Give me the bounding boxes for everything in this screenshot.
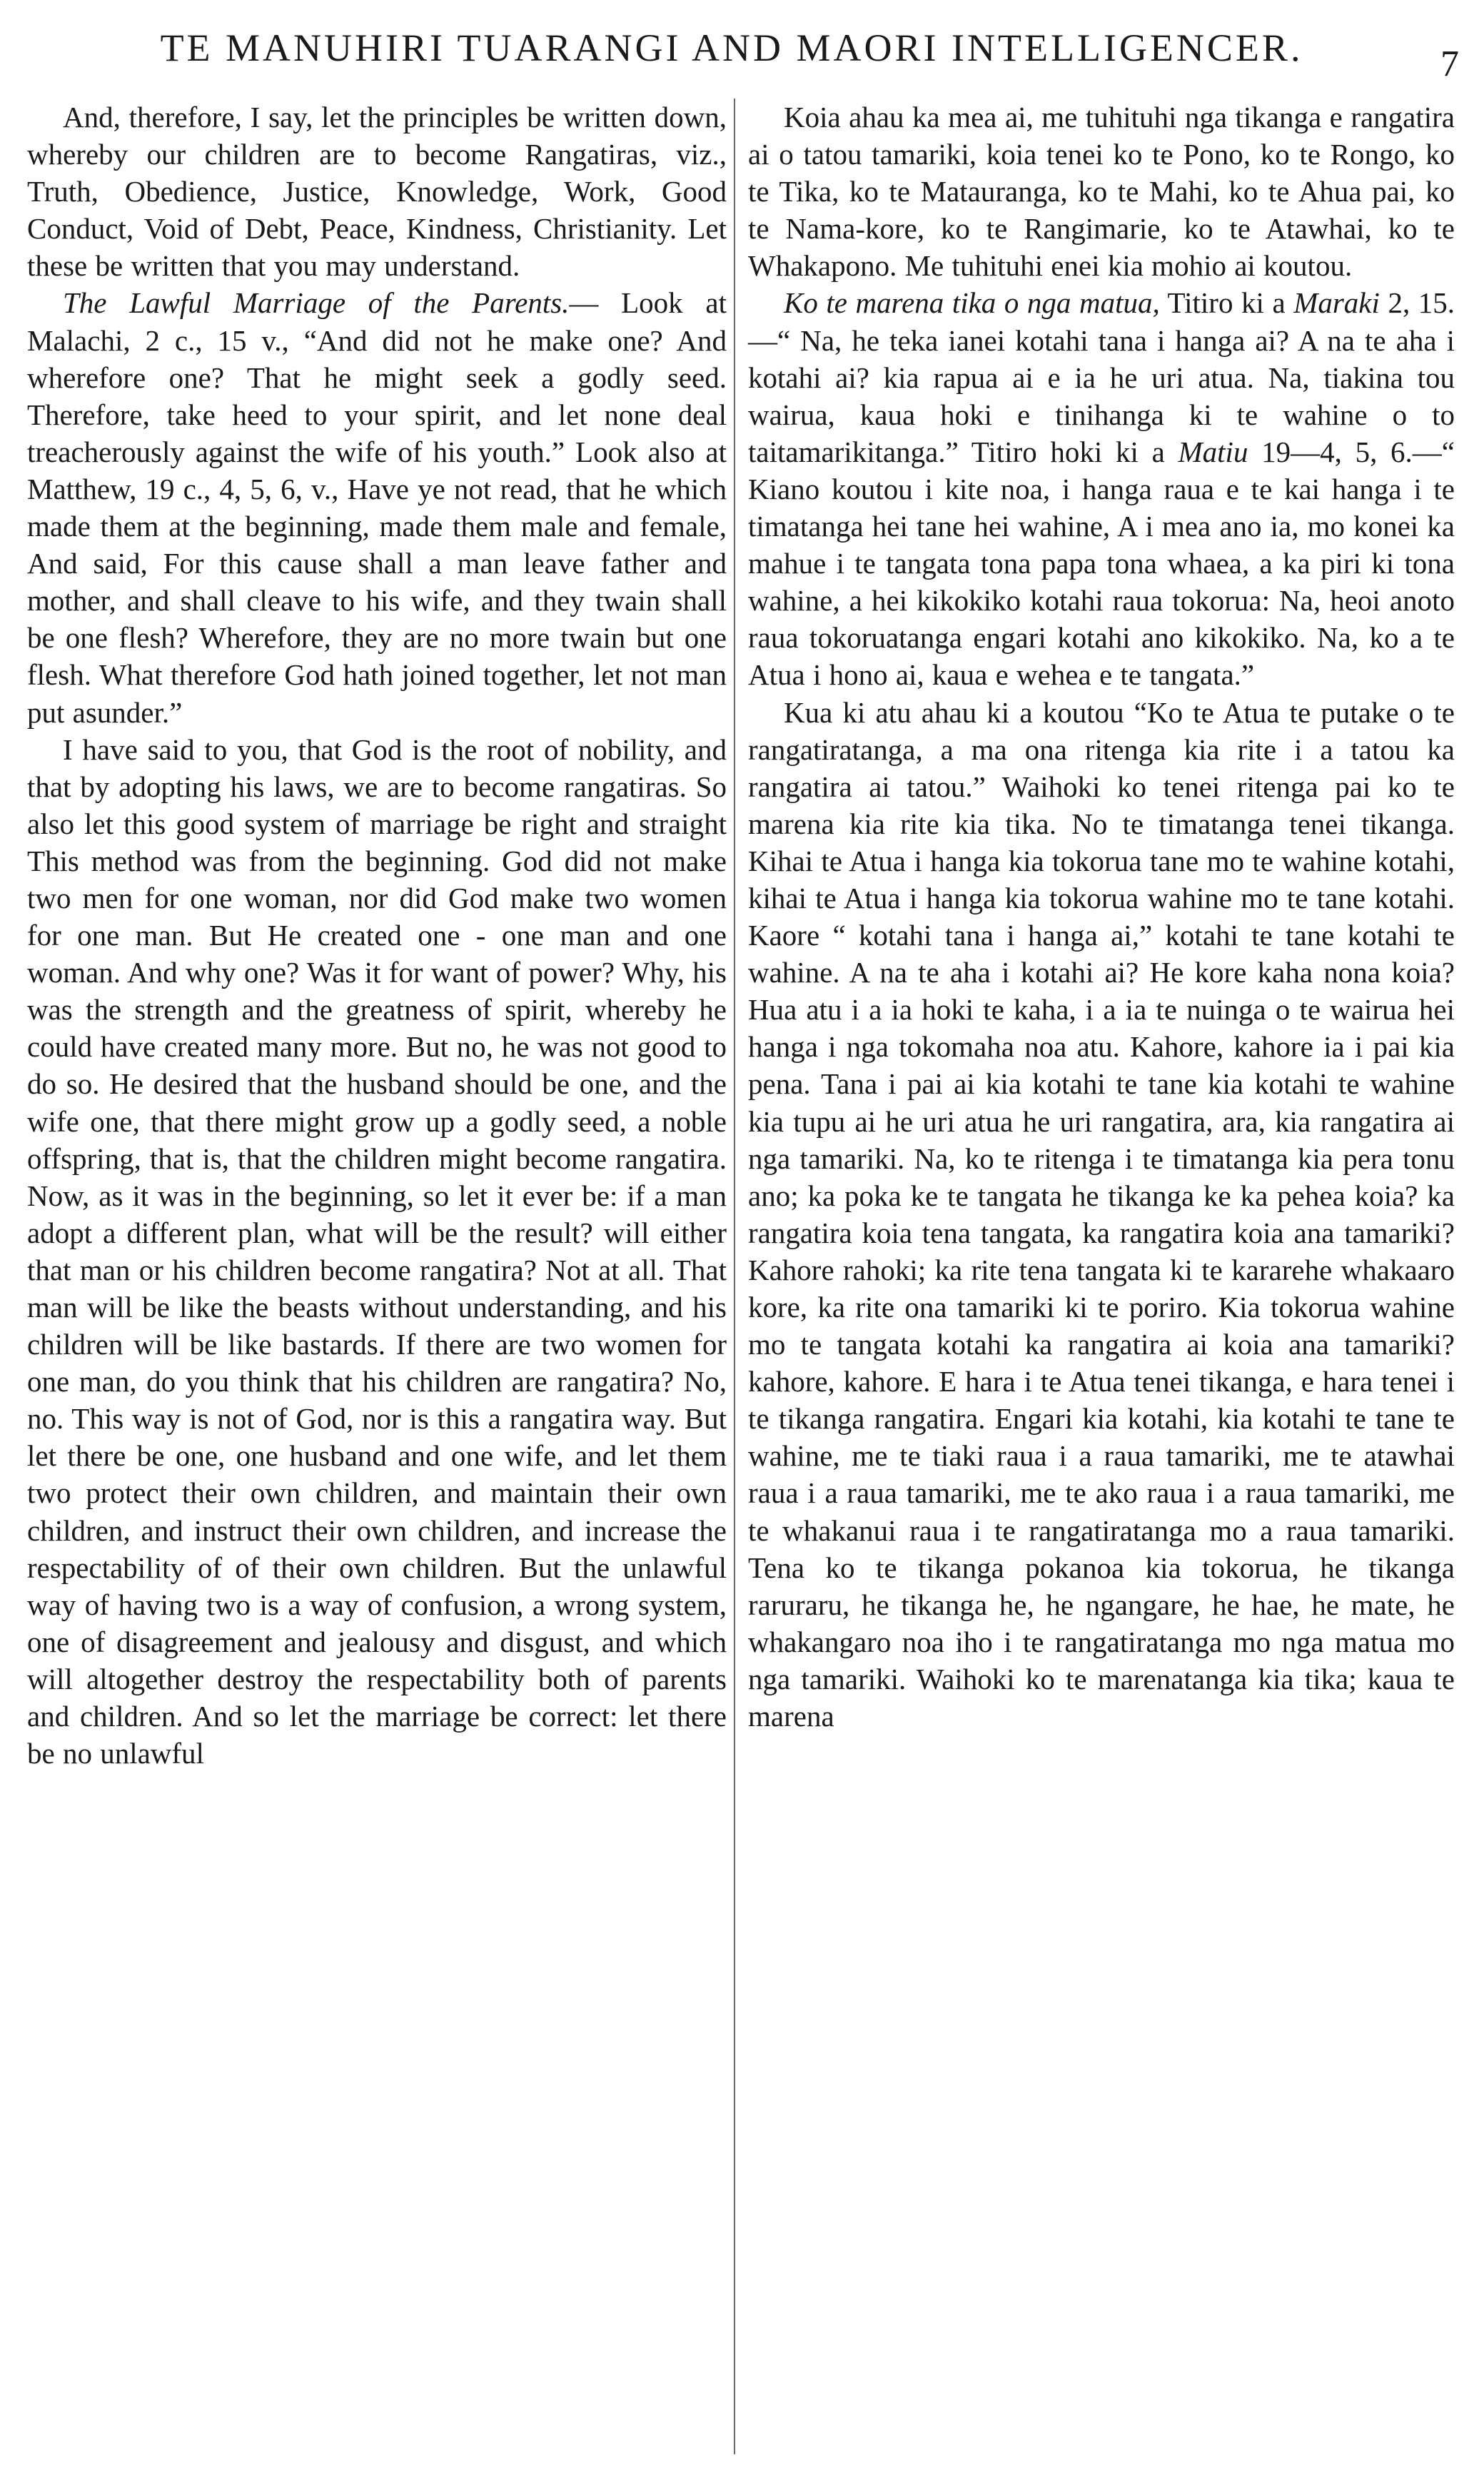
- english-paragraph-principles: And, therefore, I say, let the principles be written down, whereby our children are to become Rangatiras, viz., Truth, Obedience, Justice, Knowledge, Work, Good Conduct, Void of Debt, Peace, Kindness, Christianity. Let these be written that you may understand.: [27, 101, 727, 283]
- page-header-title: TE MANUHIRI TUARANGI AND MAORI INTELLIGENCER.: [160, 26, 1303, 69]
- maori-paragraph-marriage: [748, 284, 1455, 693]
- maori-marriage-text-a: Titiro ki a: [1159, 286, 1294, 320]
- maori-scripture-ref-matiu: Matiu: [1178, 435, 1248, 468]
- page-number: 7: [1440, 44, 1459, 84]
- english-section-heading: The Lawful Marriage of the Parents.: [63, 286, 570, 320]
- maori-column: [748, 99, 1455, 1735]
- english-marriage-text: — Look at Malachi, 2 c., 15 v., “And did not he make one? And wherefore one? That he might seek a godly seed. Therefore, take heed to your spirit, and let none deal treacherously against the wife of his youth.” Look also at Matthew, 19 c., 4, 5, 6, v., Have ye not read, that he which made them at the beginning, made them male and female, And said, For this cause shall a man leave father and mother, and shall cleave to his wife, and they twain shall be one flesh? Wherefore, they are no more twain but one flesh. What therefore God hath joined together, let not man put asunder.”: [27, 286, 727, 729]
- maori-paragraph-rangatiratanga: Kua ki atu ahau ki a koutou “Ko te Atua te putake o te rangatiratanga, a ma ona ritenga kia rite i a tatou ka rangatira ai tatou.” Waihoki ko tenei ritenga pai ko te marena kia rite kia tika. No te timatanga tenei tikanga. Kihai te Atua i hanga kia tokorua tane mo te wahine kotahi, kihai te Atua i hanga kia tokorua wahine mo te tane kotahi. Kaore “ kotahi tana i hanga ai,” kotahi te tane kotahi te wahine. A na te aha i kotahi ai? He kore kaha nona koia? Hua atu i a ia hoki te kaha, i a ia te nuinga o te wairua hei hanga i nga tokomaha noa atu. Kahore, kahore ia i pai kia pena. Tana i pai ai kia kotahi te tane kia kotahi te wahine kia tupu ai he uri atua he uri rangatira, ara, kia rangatira ai nga tamariki. Na, ko te ritenga i te timatanga kia pera tonu ano; ka poka ke te tangata he tikanga ke ka pehea koia? ka rangatira koia tena tangata, ka rangatira koia ana tamariki? Kahore rahoki; ka rite tena tangata ki te kararehe whakaaro kore, ka rite ona tamariki ki te poriro. Kia tokorua wahine mo te tangata kotahi ka rangatira ai koia ana tamariki? kahore, kahore. E hara i te Atua tenei tikanga, e hara tenei i te tikanga rangatira. Engari kia kotahi, kia kotahi te tane te wahine, me te tiaki raua i a raua tamariki, me te atawhai raua i a raua tamariki, me te ako raua i a raua tamariki, me te whakanui raua i te rangatiratanga mo a raua tamariki. Tena ko te tikanga pokanoa kia tokorua, he tikanga raruraru, he tikanga he, he ngangare, he hae, he mate, he whakangaro noa iho i te rangatiratanga mo nga matua mo nga tamariki. Waihoki ko te marenatanga kia tika; kaua te marena: [748, 695, 1455, 1733]
- column-divider: [734, 99, 735, 2454]
- english-paragraph-nobility: I have said to you, that God is the root of nobility, and that by adopting his laws, we are to become rangatiras. So also let this good system of marriage be right and straight This method was from the beginning. God did not make two men for one woman, nor did God make two women for one man. But He created one - one man and one woman. And why one? Was it for want of power? Why, his was the strength and the greatness of spirit, whereby he could have created many more. But no, he was not good to do so. He desired that the husband should be one, and the wife one, that there might grow up a godly seed, a noble offspring, that is, that the children might become rangatira. Now, as it was in the beginning, so let it ever be: if a man adopt a different plan, what will be the result? will either that man or his children become rangatira? Not at all. That man will be like the beasts without understanding, and his children will be like bastards. If there are two women for one man, do you think that his children are rangatira? No, no. This way is not of God, nor is this a rangatira way. But let there be one, one husband and one wife, and let them two protect their own children, and maintain their own children, and instruct their own children, and increase the respectability of of their own children. But the unlawful way of having two is a way of confusion, a wrong system, one of disagreement and jealousy and disgust, and which will altogether destroy the respectability both of parents and children. And so let the marriage be correct: let there be no unlawful: [27, 732, 727, 1770]
- maori-paragraph-principles: Koia ahau ka mea ai, me tuhituhi nga tikanga e rangatira ai o tatou tamariki, koia tenei ko te Pono, ko te Rongo, ko te Tika, ko te Matauranga, ko te Mahi, ko te Ahua pai, ko te Nama-kore, ko te Rangimarie, ko te Atawhai, ko te Whakapono. Me tuhituhi enei kia mohio ai koutou.: [748, 101, 1455, 283]
- maori-scripture-ref-maraki: Maraki: [1293, 286, 1380, 320]
- maori-marriage-text-c: 19—4, 5, 6.—“ Kiano koutou i kite noa, i hanga raua e te kai hanga i te timatanga hei tane hei wahine, A i mea ano ia, mo konei ka mahue i te tangata tona papa tona whaea, a ka piri ki tona wahine, a hei kikokiko kotahi raua tokorua: Na, heoi anoto raua tokoruatanga engari kotahi ano kikokiko. Na, ko a te Atua i hono ai, kaua e wehea e te tangata.”: [748, 435, 1455, 692]
- english-column: [27, 99, 727, 1772]
- maori-section-heading: Ko te marena tika o nga matua,: [784, 286, 1160, 320]
- maori-marriage-text-b: 2, 15.—“ Na, he teka ianei kotahi tana i hanga ai? A na te aha i kotahi ai? kia rapua ai e ia he uri atua. Na, tiakina tou wairua, kaua hoki e tinihanga ki te wahine o to taitamarikitanga.” Titiro hoki ki a: [748, 286, 1455, 468]
- english-paragraph-marriage: [27, 284, 727, 730]
